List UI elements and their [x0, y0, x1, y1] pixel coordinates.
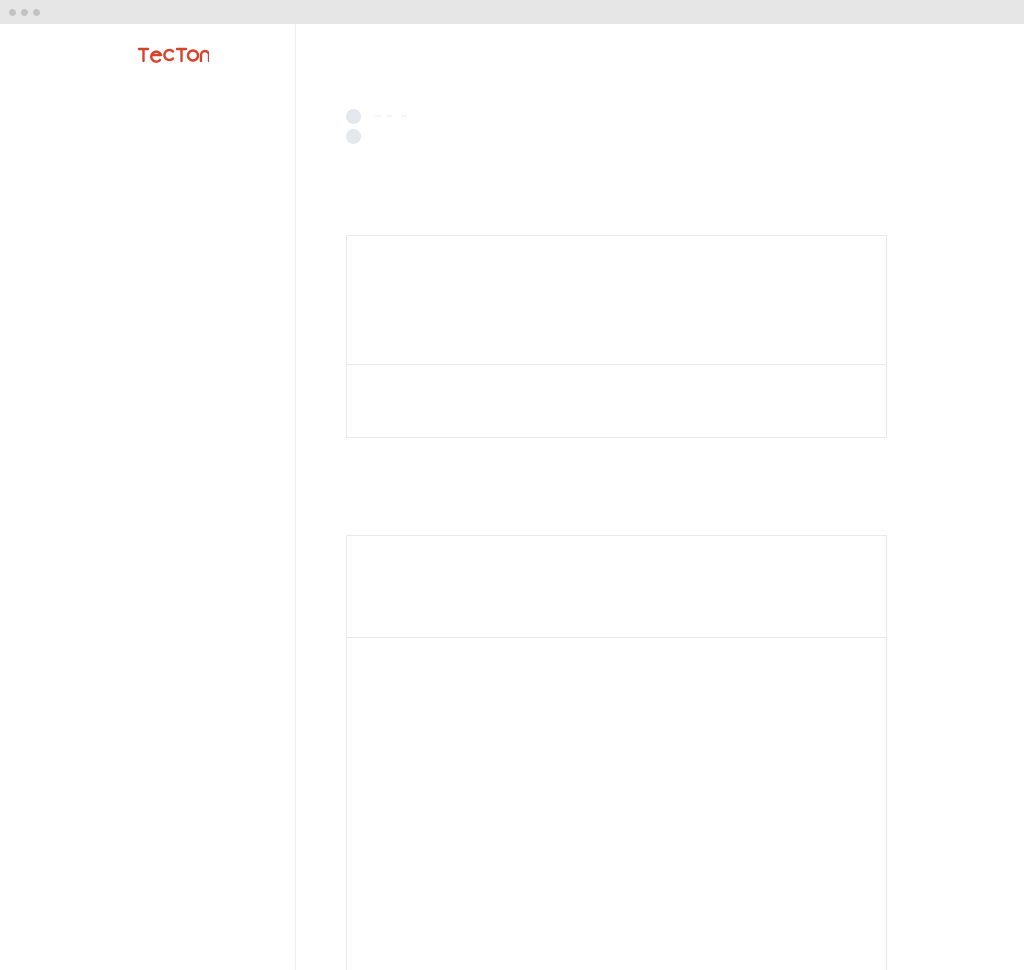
images-code-block[interactable] [347, 365, 886, 378]
code-chip [401, 115, 407, 117]
images-preview [347, 236, 886, 365]
feature-list [346, 106, 408, 146]
list-item [346, 106, 408, 126]
window-dot-close[interactable] [9, 9, 16, 16]
initials-example [346, 535, 887, 970]
window-titlebar [0, 0, 1024, 24]
sidebar [0, 24, 296, 970]
list-number [346, 109, 361, 124]
initials-code-block[interactable] [347, 638, 886, 652]
images-example [346, 235, 887, 438]
list-item [346, 126, 408, 146]
window-dot-maximize[interactable] [33, 9, 40, 16]
code-chip [375, 115, 381, 117]
code-chip [386, 115, 392, 117]
initials-preview [347, 536, 886, 638]
window-dot-minimize[interactable] [21, 9, 28, 16]
list-number [346, 129, 361, 144]
tecton-logo[interactable] [137, 44, 209, 66]
